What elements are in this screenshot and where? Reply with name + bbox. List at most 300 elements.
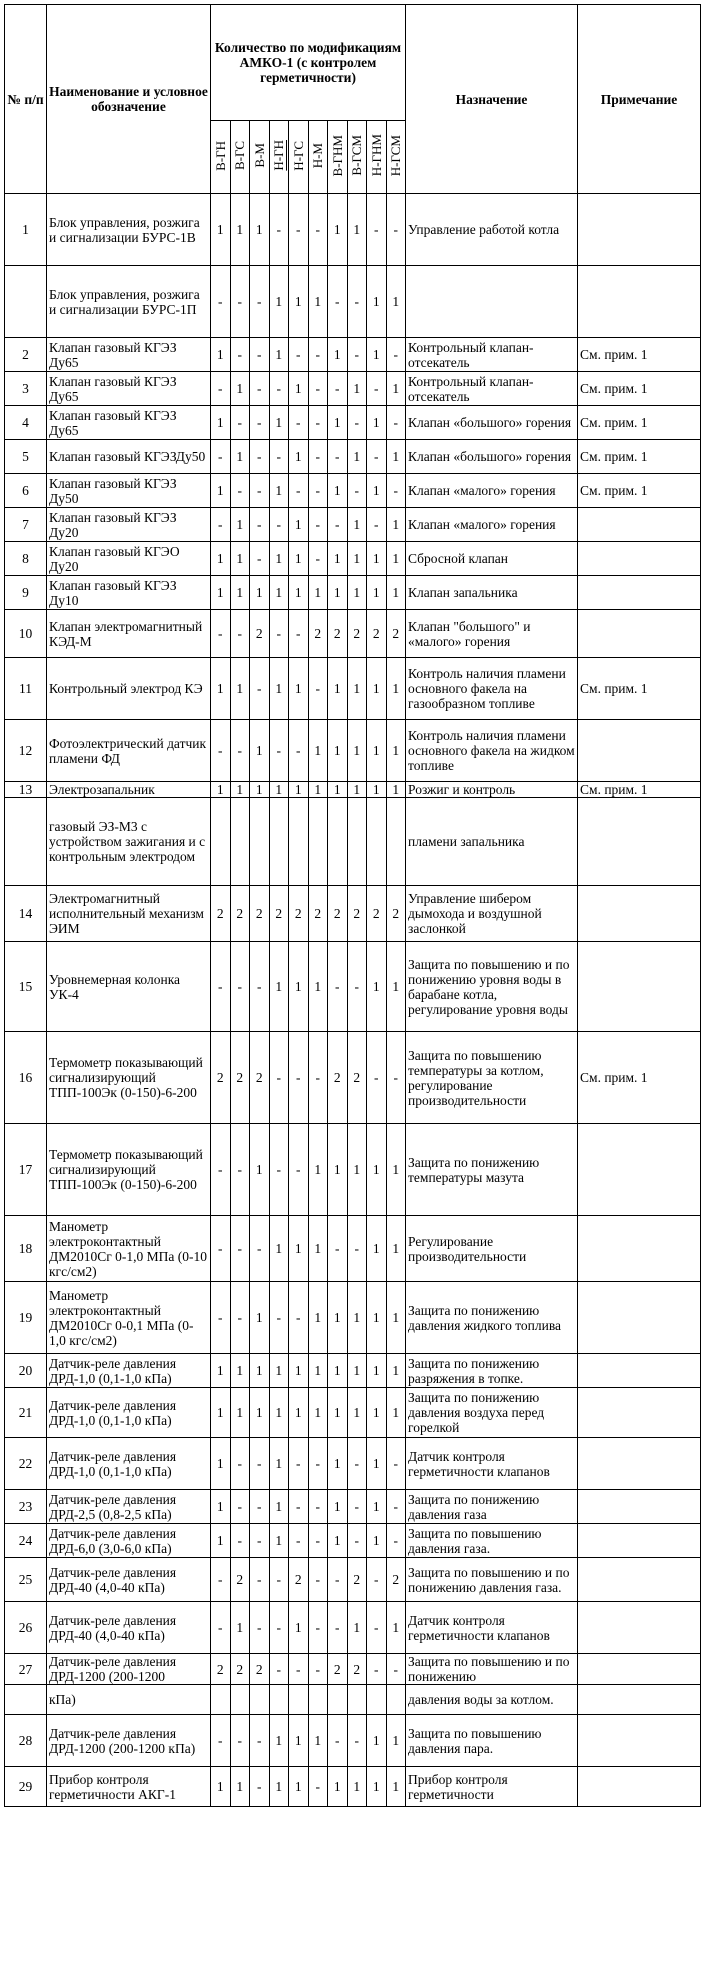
row-quantity: -: [269, 1558, 289, 1602]
table-row: [5, 942, 701, 1032]
row-quantity: -: [211, 1602, 231, 1654]
row-quantity: -: [289, 1438, 309, 1490]
row-number: 7: [5, 508, 47, 542]
row-quantity: [367, 1685, 387, 1715]
row-name: Клапан электромагнитный КЭД-М: [47, 610, 211, 658]
row-quantity: 2: [308, 886, 328, 942]
row-purpose: Регулирование производительности: [406, 1216, 578, 1282]
row-quantity: 1: [328, 658, 348, 720]
row-name: Датчик-реле давления ДРД-1200 (200-1200: [47, 1654, 211, 1685]
row-quantity: 1: [269, 658, 289, 720]
row-quantity: 1: [367, 1388, 387, 1438]
row-quantity: 1: [386, 782, 406, 798]
row-quantity: 1: [269, 576, 289, 610]
row-quantity: -: [250, 508, 270, 542]
row-quantity: -: [230, 610, 250, 658]
row-note: [578, 1490, 701, 1524]
row-quantity: 1: [211, 576, 231, 610]
row-quantity: 1: [211, 1490, 231, 1524]
row-quantity: -: [347, 1524, 367, 1558]
row-quantity: -: [230, 1216, 250, 1282]
row-name: Клапан газовый КГЭЗ Ду65: [47, 406, 211, 440]
table-row: [5, 658, 701, 720]
row-quantity: 2: [230, 1654, 250, 1685]
row-purpose: Защита по повышению и по понижению уровня воды в барабане котла, регулирование уровня воды: [406, 942, 578, 1032]
row-quantity: 2: [269, 886, 289, 942]
row-quantity: -: [250, 1490, 270, 1524]
row-quantity: 1: [308, 942, 328, 1032]
row-quantity: -: [250, 942, 270, 1032]
row-quantity: 1: [328, 194, 348, 266]
row-quantity: 1: [347, 1354, 367, 1388]
row-quantity: -: [328, 372, 348, 406]
row-quantity: -: [211, 1715, 231, 1767]
row-note: [578, 194, 701, 266]
row-quantity: -: [308, 338, 328, 372]
row-number: 2: [5, 338, 47, 372]
row-note: [578, 1354, 701, 1388]
row-number: 25: [5, 1558, 47, 1602]
header-mod-4: [289, 121, 309, 194]
row-note: См. прим. 1: [578, 782, 701, 798]
row-quantity: -: [347, 406, 367, 440]
row-quantity: -: [328, 1216, 348, 1282]
row-quantity: 1: [289, 1767, 309, 1807]
row-quantity: 1: [230, 542, 250, 576]
row-note: [578, 542, 701, 576]
row-quantity: -: [386, 1654, 406, 1685]
row-quantity: 1: [269, 1490, 289, 1524]
row-quantity: [308, 1685, 328, 1715]
row-quantity: [347, 798, 367, 886]
header-mod-label: В-М: [251, 143, 267, 168]
row-quantity: -: [230, 406, 250, 440]
row-quantity: 1: [289, 1216, 309, 1282]
row-quantity: -: [269, 1124, 289, 1216]
row-number: 24: [5, 1524, 47, 1558]
row-purpose: Контрольный клапан-отсекатель: [406, 372, 578, 406]
row-purpose: Защита по повышению и по понижению: [406, 1654, 578, 1685]
row-purpose: Датчик контроля герметичности клапанов: [406, 1438, 578, 1490]
header-mod-9: [386, 121, 406, 194]
row-quantity: 1: [308, 266, 328, 338]
row-quantity: -: [308, 1524, 328, 1558]
row-name: Датчик-реле давления ДРД-40 (4,0-40 кПа): [47, 1602, 211, 1654]
row-quantity: 1: [269, 266, 289, 338]
row-quantity: 1: [367, 1524, 387, 1558]
row-quantity: -: [367, 440, 387, 474]
row-purpose: Клапан «малого» горения: [406, 508, 578, 542]
row-quantity: -: [250, 1767, 270, 1807]
row-quantity: -: [367, 372, 387, 406]
row-number: 9: [5, 576, 47, 610]
table-row: [5, 1558, 701, 1602]
row-purpose: Сбросной клапан: [406, 542, 578, 576]
header-mod-label: В-ГС: [232, 140, 248, 170]
row-quantity: -: [347, 474, 367, 508]
row-quantity: -: [328, 266, 348, 338]
table-row: [5, 1438, 701, 1490]
row-number: 11: [5, 658, 47, 720]
row-quantity: 1: [250, 576, 270, 610]
row-quantity: 1: [250, 782, 270, 798]
row-quantity: 1: [211, 1767, 231, 1807]
row-quantity: 1: [269, 1388, 289, 1438]
row-quantity: -: [269, 508, 289, 542]
row-quantity: 1: [230, 1767, 250, 1807]
table-row: [5, 798, 701, 886]
header-mod-label: Н-ГН: [271, 140, 287, 171]
row-quantity: 1: [289, 576, 309, 610]
row-quantity: 1: [367, 1715, 387, 1767]
header-mod-0: [211, 121, 231, 194]
row-quantity: 2: [211, 1032, 231, 1124]
row-quantity: -: [289, 610, 309, 658]
row-purpose: Контроль наличия пламени основного факела на газообразном топливе: [406, 658, 578, 720]
row-quantity: -: [250, 542, 270, 576]
row-quantity: 1: [269, 1216, 289, 1282]
row-quantity: 1: [328, 1282, 348, 1354]
row-quantity: 1: [250, 194, 270, 266]
row-purpose: Контроль наличия пламени основного факела на жидком топливе: [406, 720, 578, 782]
header-purpose: Назначение: [406, 5, 578, 194]
row-purpose: Розжиг и контроль: [406, 782, 578, 798]
row-quantity: -: [211, 508, 231, 542]
row-note: [578, 1654, 701, 1685]
row-note: [578, 576, 701, 610]
row-quantity: 1: [328, 1124, 348, 1216]
row-quantity: [269, 1685, 289, 1715]
row-number: 26: [5, 1602, 47, 1654]
row-quantity: 1: [347, 372, 367, 406]
row-quantity: 1: [386, 1767, 406, 1807]
row-quantity: 1: [386, 1715, 406, 1767]
row-quantity: [230, 1685, 250, 1715]
row-quantity: 1: [289, 782, 309, 798]
row-quantity: 2: [347, 1032, 367, 1124]
row-number: 29: [5, 1767, 47, 1807]
row-quantity: 1: [269, 782, 289, 798]
row-name: Клапан газовый КГЭЗ Ду10: [47, 576, 211, 610]
row-quantity: [289, 1685, 309, 1715]
row-quantity: -: [289, 1282, 309, 1354]
table-row: [5, 1216, 701, 1282]
row-quantity: 1: [230, 576, 250, 610]
row-name: газовый ЭЗ-М3 с устройством зажигания и с контрольным электродом: [47, 798, 211, 886]
row-quantity: 1: [289, 658, 309, 720]
row-quantity: 2: [289, 1558, 309, 1602]
row-note: См. прим. 1: [578, 1032, 701, 1124]
row-quantity: -: [289, 338, 309, 372]
row-number: 3: [5, 372, 47, 406]
table-row: [5, 1685, 701, 1715]
row-quantity: 1: [367, 782, 387, 798]
table-row: [5, 886, 701, 942]
row-quantity: 1: [308, 782, 328, 798]
row-quantity: -: [269, 440, 289, 474]
row-note: См. прим. 1: [578, 406, 701, 440]
row-name: Электромагнитный исполнительный механизм ЭИМ: [47, 886, 211, 942]
table-row: [5, 1124, 701, 1216]
row-quantity: 1: [386, 372, 406, 406]
row-quantity: -: [308, 440, 328, 474]
row-quantity: 2: [347, 610, 367, 658]
row-name: Фотоэлектрический датчик пламени ФД: [47, 720, 211, 782]
table-row: [5, 1767, 701, 1807]
row-quantity: -: [289, 474, 309, 508]
row-quantity: 2: [347, 1558, 367, 1602]
row-quantity: 1: [211, 782, 231, 798]
row-quantity: 1: [328, 1388, 348, 1438]
row-quantity: 1: [386, 576, 406, 610]
table-row: [5, 440, 701, 474]
row-note: [578, 1388, 701, 1438]
row-quantity: -: [308, 1654, 328, 1685]
row-name: Блок управления, розжига и сигнализации БУРС-1П: [47, 266, 211, 338]
row-quantity: -: [211, 440, 231, 474]
row-quantity: -: [230, 266, 250, 338]
row-quantity: 1: [230, 194, 250, 266]
row-quantity: 2: [386, 610, 406, 658]
row-quantity: -: [308, 1767, 328, 1807]
row-quantity: -: [347, 942, 367, 1032]
row-purpose: Защита по понижению температуры мазута: [406, 1124, 578, 1216]
row-quantity: 1: [328, 720, 348, 782]
row-purpose: Клапан "большого" и «малого» горения: [406, 610, 578, 658]
row-quantity: [289, 798, 309, 886]
row-quantity: -: [230, 1490, 250, 1524]
equipment-table: [4, 4, 701, 1807]
table-row: [5, 1490, 701, 1524]
row-quantity: 1: [269, 1715, 289, 1767]
row-quantity: -: [367, 194, 387, 266]
row-quantity: 1: [347, 542, 367, 576]
row-number: 5: [5, 440, 47, 474]
header-mod-8: [367, 121, 387, 194]
row-quantity: -: [308, 1438, 328, 1490]
row-purpose: Управление шибером дымохода и воздушной заслонкой: [406, 886, 578, 942]
row-quantity: 1: [367, 406, 387, 440]
row-quantity: 1: [328, 474, 348, 508]
row-quantity: -: [386, 1524, 406, 1558]
row-quantity: -: [230, 1282, 250, 1354]
row-quantity: 1: [367, 338, 387, 372]
row-quantity: 1: [289, 508, 309, 542]
row-quantity: 1: [347, 720, 367, 782]
document: [4, 4, 703, 1807]
row-quantity: -: [230, 720, 250, 782]
row-quantity: -: [269, 1032, 289, 1124]
row-quantity: -: [367, 1558, 387, 1602]
row-quantity: 1: [386, 1124, 406, 1216]
row-quantity: 1: [386, 508, 406, 542]
row-quantity: 1: [328, 406, 348, 440]
row-quantity: -: [250, 1558, 270, 1602]
row-quantity: 2: [250, 610, 270, 658]
row-purpose: Клапан «большого» горения: [406, 406, 578, 440]
row-quantity: [328, 1685, 348, 1715]
row-note: [578, 266, 701, 338]
table-row: [5, 266, 701, 338]
row-quantity: -: [367, 1602, 387, 1654]
row-quantity: 1: [269, 1438, 289, 1490]
row-note: [578, 610, 701, 658]
row-note: [578, 798, 701, 886]
row-name: Клапан газовый КГЭЗ Ду20: [47, 508, 211, 542]
row-quantity: -: [250, 1216, 270, 1282]
row-note: См. прим. 1: [578, 372, 701, 406]
row-quantity: [250, 798, 270, 886]
row-number: 13: [5, 782, 47, 798]
row-quantity: 1: [328, 1354, 348, 1388]
row-quantity: -: [367, 1032, 387, 1124]
row-number: 4: [5, 406, 47, 440]
row-number: 10: [5, 610, 47, 658]
row-name: Электрозапальник: [47, 782, 211, 798]
row-quantity: -: [269, 1602, 289, 1654]
row-quantity: 1: [269, 1767, 289, 1807]
row-quantity: 1: [386, 542, 406, 576]
row-quantity: 1: [250, 1354, 270, 1388]
row-quantity: 1: [269, 1354, 289, 1388]
row-quantity: 1: [367, 542, 387, 576]
row-quantity: [211, 1685, 231, 1715]
row-quantity: [386, 798, 406, 886]
row-quantity: -: [308, 1558, 328, 1602]
row-quantity: 1: [289, 1354, 309, 1388]
row-quantity: -: [308, 1490, 328, 1524]
row-quantity: -: [328, 1715, 348, 1767]
row-quantity: -: [347, 1438, 367, 1490]
header-mod-label: В-ГН: [212, 140, 228, 171]
row-quantity: 1: [230, 372, 250, 406]
header-mod-3: [269, 121, 289, 194]
row-quantity: -: [250, 658, 270, 720]
row-quantity: 1: [250, 1388, 270, 1438]
table-row: [5, 508, 701, 542]
row-name: Контрольный электрод КЭ: [47, 658, 211, 720]
row-quantity: -: [386, 406, 406, 440]
row-quantity: -: [289, 1124, 309, 1216]
row-quantity: 2: [230, 886, 250, 942]
row-quantity: -: [308, 372, 328, 406]
row-quantity: -: [347, 1715, 367, 1767]
header-mod-7: [347, 121, 367, 194]
row-name: Клапан газовый КГЭЗДу50: [47, 440, 211, 474]
row-note: См. прим. 1: [578, 474, 701, 508]
row-quantity: -: [386, 474, 406, 508]
row-number: 14: [5, 886, 47, 942]
row-quantity: 1: [328, 1490, 348, 1524]
row-quantity: 1: [211, 474, 231, 508]
row-purpose: давления воды за котлом.: [406, 1685, 578, 1715]
table-row: [5, 372, 701, 406]
row-quantity: 1: [347, 658, 367, 720]
row-quantity: 1: [347, 1124, 367, 1216]
row-number: 18: [5, 1216, 47, 1282]
row-quantity: 1: [328, 1524, 348, 1558]
row-quantity: -: [289, 1524, 309, 1558]
row-quantity: -: [250, 1438, 270, 1490]
row-quantity: 1: [211, 1354, 231, 1388]
row-quantity: -: [230, 1124, 250, 1216]
table-row: [5, 194, 701, 266]
row-quantity: 1: [347, 440, 367, 474]
row-quantity: 1: [386, 720, 406, 782]
row-quantity: 2: [250, 1654, 270, 1685]
row-quantity: -: [308, 194, 328, 266]
row-quantity: 1: [230, 1602, 250, 1654]
row-quantity: 2: [347, 886, 367, 942]
row-quantity: 1: [386, 658, 406, 720]
row-quantity: -: [308, 658, 328, 720]
row-number: 28: [5, 1715, 47, 1767]
row-number: 8: [5, 542, 47, 576]
row-quantity: 2: [250, 886, 270, 942]
row-quantity: 1: [308, 1282, 328, 1354]
row-note: [578, 1282, 701, 1354]
row-quantity: -: [308, 1602, 328, 1654]
row-quantity: 1: [347, 576, 367, 610]
row-quantity: -: [250, 372, 270, 406]
row-quantity: -: [347, 1216, 367, 1282]
row-number: 21: [5, 1388, 47, 1438]
row-quantity: 2: [211, 886, 231, 942]
row-quantity: -: [328, 942, 348, 1032]
table-row: [5, 1354, 701, 1388]
row-number: 27: [5, 1654, 47, 1685]
row-quantity: -: [250, 1524, 270, 1558]
row-quantity: [386, 1685, 406, 1715]
row-quantity: -: [386, 1438, 406, 1490]
row-quantity: -: [250, 474, 270, 508]
row-quantity: 1: [211, 1524, 231, 1558]
row-quantity: -: [289, 720, 309, 782]
table-row: [5, 576, 701, 610]
row-quantity: 1: [328, 576, 348, 610]
row-quantity: -: [211, 1124, 231, 1216]
row-quantity: [367, 798, 387, 886]
row-quantity: 1: [347, 194, 367, 266]
row-quantity: 1: [289, 942, 309, 1032]
row-quantity: 1: [269, 942, 289, 1032]
row-quantity: -: [230, 1438, 250, 1490]
row-note: См. прим. 1: [578, 658, 701, 720]
row-quantity: -: [269, 372, 289, 406]
header-mod-label: Н-ГС: [290, 140, 306, 171]
row-quantity: -: [211, 1216, 231, 1282]
row-note: [578, 1124, 701, 1216]
row-quantity: -: [308, 406, 328, 440]
row-quantity: 1: [367, 658, 387, 720]
row-quantity: -: [347, 266, 367, 338]
row-quantity: 1: [211, 194, 231, 266]
row-quantity: -: [211, 610, 231, 658]
row-purpose: Защита по повышению давления газа.: [406, 1524, 578, 1558]
row-purpose: Защита по повышению температуры за котлом, регулирование производительности: [406, 1032, 578, 1124]
row-name: Клапан газовый КГЭЗ Ду65: [47, 372, 211, 406]
row-quantity: -: [289, 1490, 309, 1524]
row-quantity: -: [250, 338, 270, 372]
row-quantity: -: [308, 1032, 328, 1124]
row-name: Манометр электроконтактный ДМ2010Сг 0-0,1 МПа (0-1,0 кгс/см2): [47, 1282, 211, 1354]
row-purpose: Защита по понижению давления жидкого топлива: [406, 1282, 578, 1354]
row-quantity: 1: [250, 1124, 270, 1216]
row-quantity: 1: [347, 782, 367, 798]
row-quantity: -: [269, 1282, 289, 1354]
row-quantity: -: [211, 942, 231, 1032]
row-quantity: 1: [328, 542, 348, 576]
